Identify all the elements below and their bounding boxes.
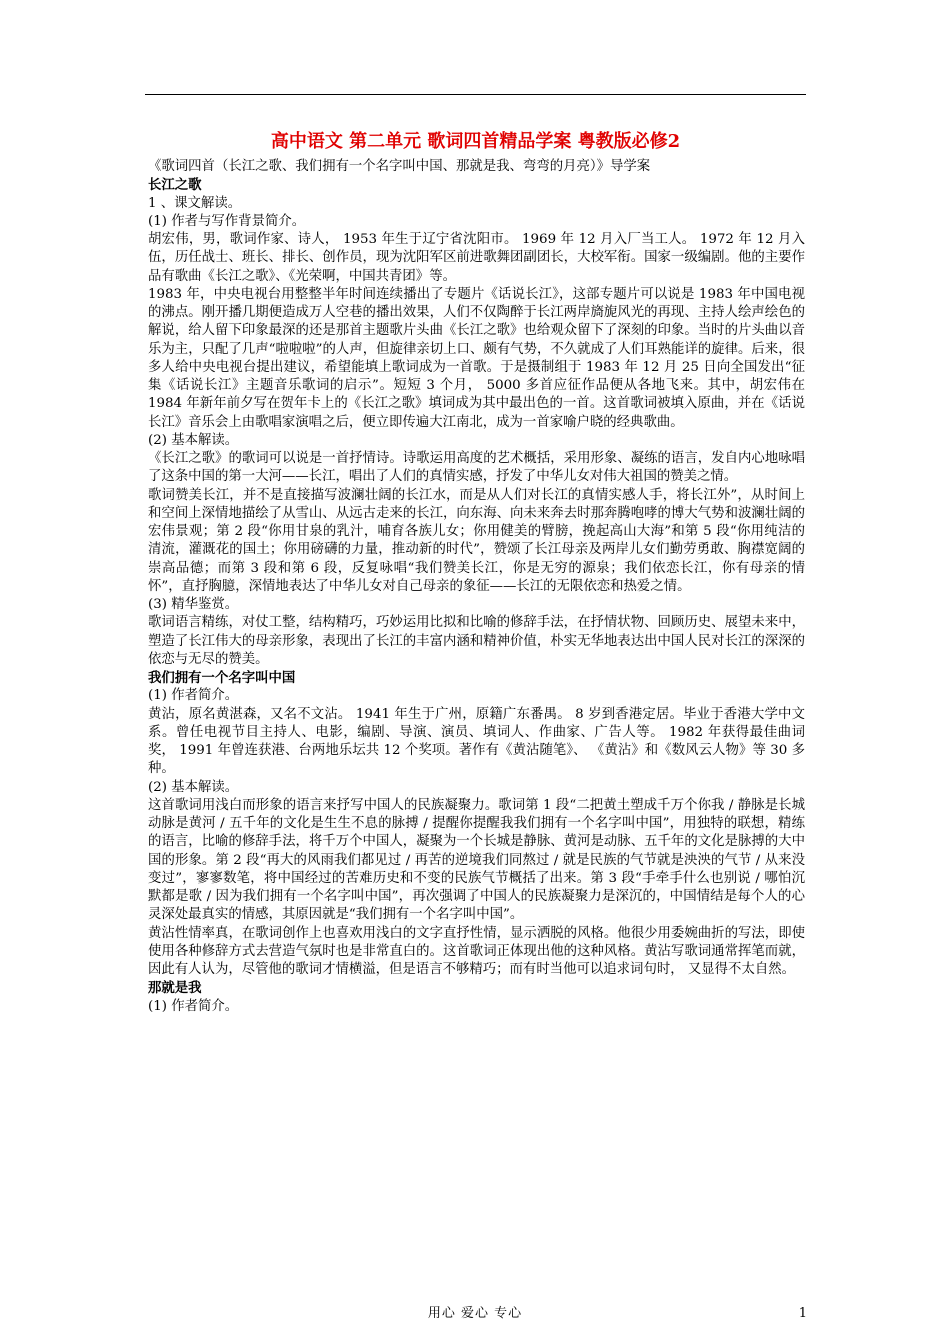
body-paragraph: 胡宏伟，男，歌词作家、诗人， 1953 年生于辽宁省沈阳市。 1969 年 12 月入厂当工人。 1972 年 12 月入伍，历任战士、班长、排长、创作员，现为沈阳军区前进歌舞团副团长，大校军衔。国家一级编剧。他的主要作品有歌曲《长江之歌》、《光荣啊，中国共青团》等。: [148, 232, 805, 284]
body-paragraph: 歌词赞美长江，并不是直接描写波澜壮阔的长江水，而是从人们对长江的真情实感人手，将长江外”，从时间上和空间上深情地描绘了从雪山、从远古走来的长江，向东海、向未来奔去时那奔腾咆哮的博大气势和波澜壮阔的宏伟景观；第 2 段“你用甘泉的乳汁，哺育各族儿女；你用健美的臂膀，挽起高山大海”和第 5 段“你用纯洁的清流，灌溉花的国土；你用磅礴的力量，推动新的时代”，赞颂了长江母亲及两岸儿女们勤劳勇敢、胸襟宽阔的崇高品德；而第 3 段和第 6 段，反复咏唱“我们赞美长江，你是无穷的源泉；我们依恋长江，你有母亲的情怀”，直抒胸臆，深情地表达了中华儿女对自己母亲的象征——长江的无限依恋和热爱之情。: [148, 487, 805, 594]
subtitle-line: 《歌词四首（长江之歌、我们拥有一个名字叫中国、那就是我、弯弯的月亮）》导学案: [148, 159, 651, 174]
sub-heading: (1) 作者与写作背景简介。: [148, 213, 306, 229]
sub-heading: (3) 精华鉴赏。: [148, 597, 239, 612]
body-paragraph: 1983 年，中央电视台用整整半年时间连续播出了专题片《话说长江》，这部专题片可以说是 1983 年中国电视的沸点。刚开播几期便造成万人空巷的播出效果，人们不仅陶醉于长江两岸旖旎风光的再现、主持人绘声绘色的解说，给人留下印象最深的还是那首主题歌片头曲《长江之歌》也给观众留下了深刻的印象。当时的片头曲以音乐为主，只配了几声“啦啦啦”的人声，但旋律亲切上口、颇有气势，不久就成了人们耳熟能详的旋律。后来，很多人给中央电视台提出建议，希望能填上歌词成为一首歌。于是摄制组于 1983 年 12 月 25 日向全国发出“征集《话说长江》主题音乐歌词的启示”。短短 3 个月， 5000 多首应征作品便从各地飞来。其中，胡宏伟在 1984 年新年前夕写在贺年卡上的《长江之歌》填词成为其中最出色的一首。这首歌词被填入原曲，并在《话说长江》音乐会上由歌唱家演唱之后，便立即传遍大江南北，成为一首家喻户晓的经典歌曲。: [148, 286, 805, 430]
document-body: [148, 158, 805, 1016]
footer-motto: 用心 爱心 专心: [427, 1306, 523, 1321]
page-number: 1: [798, 1306, 807, 1321]
section-heading-najiushiwo: 那就是我: [148, 980, 202, 997]
section-heading-zhongguo: 我们拥有一个名字叫中国: [148, 670, 296, 686]
body-paragraph: 这首歌词用浅白而形象的语言来抒写中国人的民族凝聚力。歌词第 1 段“二把黄土塑成千万个你我 / 静脉是长城动脉是黄河 / 五千年的文化是生生不息的脉搏 / 提醒你提醒我我们拥有一个名字叫中国”，用独特的联想，精练的语言，比喻的修辞手法，将千万个中国人，凝聚为一个长城是静脉、黄河是动脉、五千年的文化是脉搏的大中国的形象。第 2 段“再大的风雨我们都见过 / 再苦的逆境我们同熬过 / 就是民族的气节就是泱泱的气节 / 从来没变过”，寥寥数笔，将中国经过的苦难历史和不变的民族气节概括了出来。第 3 段“手牵手什么也别说 / 哪怕沉默都是歌 / 因为我们拥有一个名字叫中国”，再次强调了中国人的民族凝聚力是深沉的，中国情结是每个人的心灵深处最真实的情感，其原因就是“我们拥有一个名字叫中国”。: [148, 797, 805, 923]
header-rule: [145, 94, 806, 95]
sub-heading: (1) 作者简介。: [148, 998, 239, 1014]
page-title: 高中语文 第二单元 歌词四首精品学案 粤教版必修2: [270, 131, 681, 152]
body-paragraph: 黄沾，原名黄湛森，又名不文沾。 1941 年生于广州，原籍广东番禺。 8 岁到香港定居。毕业于香港大学中文系。曾任电视节目主持人、电影，编剧、导演、演员、填词人、作曲家、广告人等。 1982 年获得最佳曲词奖， 1991 年曾连获港、台两地乐坛共 12 个奖项。著作有《黄沾随笔》、 《黄沾》和《数风云人物》等 30 多种。: [148, 706, 805, 777]
body-paragraph: 歌词语言精练，对仗工整，结构精巧，巧妙运用比拟和比喻的修辞手法，在抒情状物、回顾历史、展望未来中，塑造了长江伟大的母亲形象，表现出了长江的丰富内涵和精神价值，朴实无华地表达出中国人民对长江的深深的依恋与无尽的赞美。: [148, 615, 805, 667]
item-heading: 1 、课文解读。: [148, 195, 242, 211]
sub-heading: (2) 基本解读。: [148, 432, 239, 448]
section-heading-changjiang: 长江之歌: [148, 177, 202, 194]
body-paragraph: 《长江之歌》的歌词可以说是一首抒情诗。诗歌运用高度的艺术概括，采用形象、凝练的语言，发自内心地咏唱了这条中国的第一大河——长江，唱出了人们的真情实感，抒发了中华儿女对伟大祖国的赞美之情。: [148, 451, 805, 485]
body-paragraph: 黄沾性情率真，在歌词创作上也喜欢用浅白的文字直抒性情，显示洒脱的风格。他很少用委婉曲折的写法，即使使用各种修辞方式去营造气氛时也是非常直白的。这首歌词正体现出他的这种风格。黄沾写歌词通常挥笔而就，因此有人认为，尽管他的歌词才情横溢，但是语言不够精巧；而有时当他可以追求词句时， 又显得不太自然。: [148, 925, 805, 977]
sub-heading: (2) 基本解读。: [148, 779, 239, 795]
sub-heading: (1) 作者简介。: [148, 688, 239, 704]
